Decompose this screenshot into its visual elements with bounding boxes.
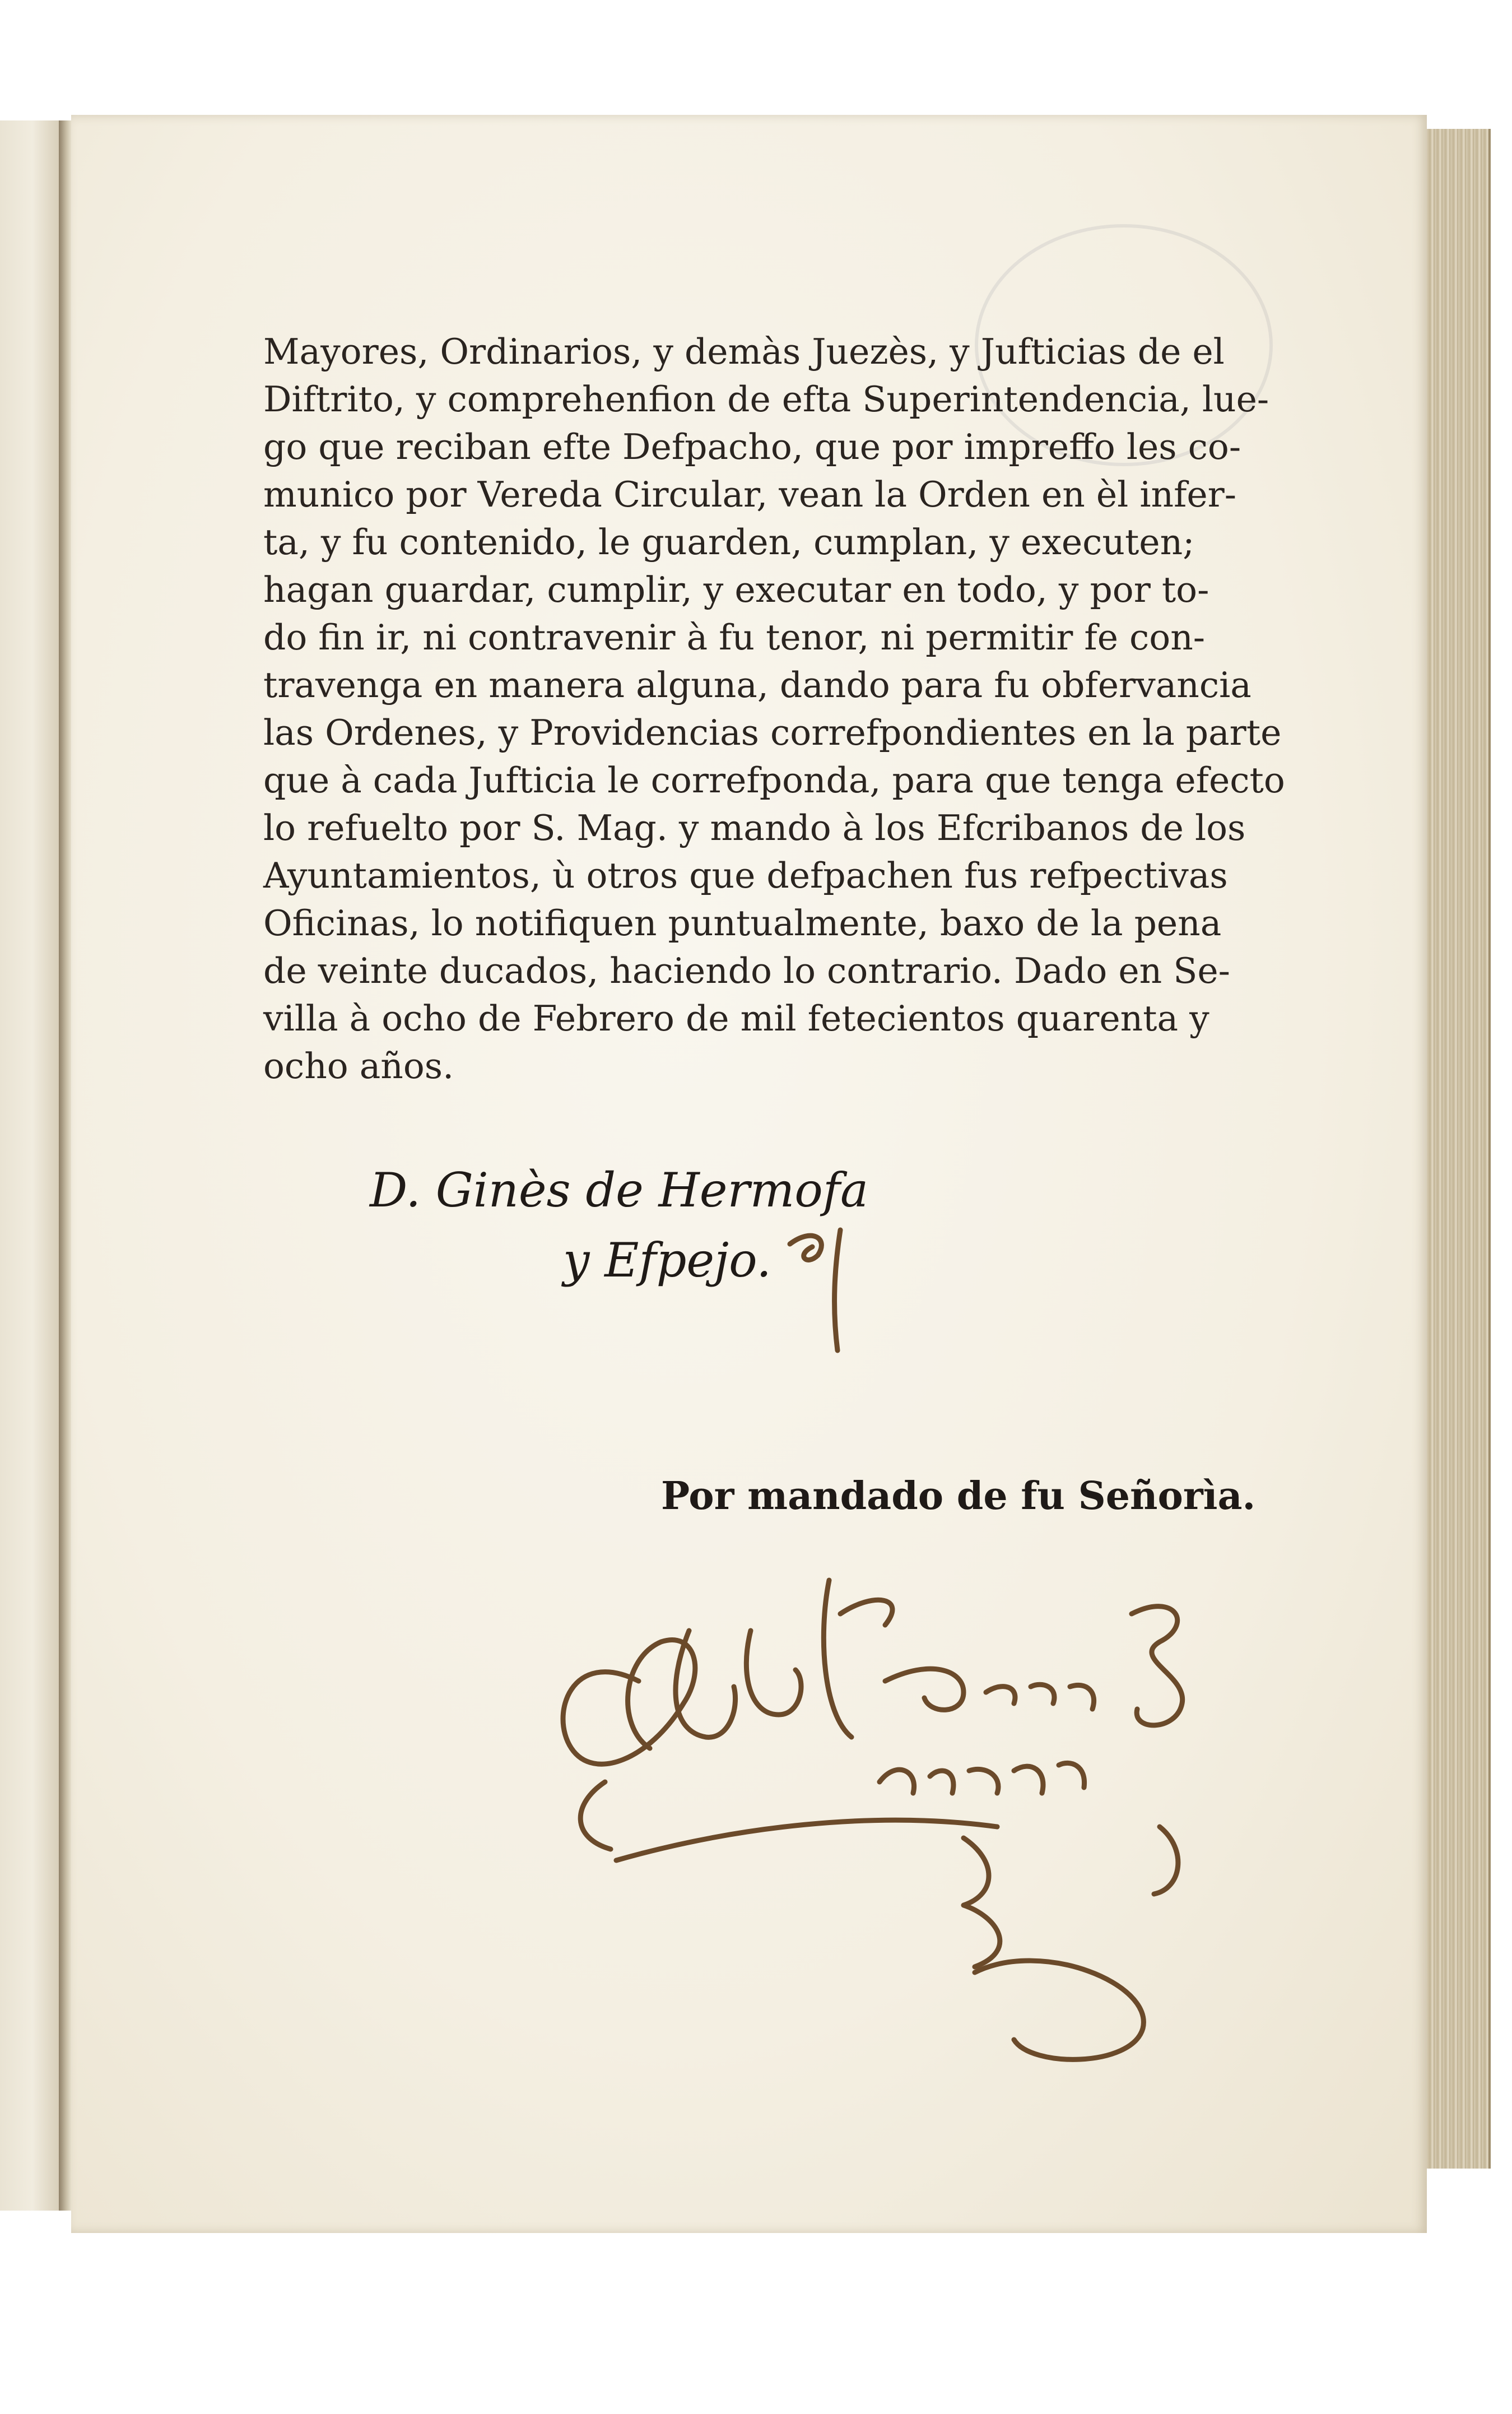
body-line: Diftrito, y comprehenfion de efta Superintendencia, lue- [263,379,1269,420]
page-edges [1427,129,1491,2169]
mandate-line: Por mandado de fu Señorìa. [661,1474,1256,1519]
body-text [263,328,1285,1090]
book-gutter [59,120,71,2211]
body-line: Oficinas, lo notifiquen puntualmente, baxo de la pena [263,903,1222,944]
body-line: munico por Vereda Circular, vean la Orden en èl infer- [263,474,1237,515]
handwritten-signature [538,1547,1266,2079]
signatory-name: D. Ginès de Hermofa [370,1163,869,1218]
body-line: ta, y fu contenido, le guarden, cumplan, y executen; [263,522,1195,563]
body-line: hagan guardar, cumplir, y executar en todo, y por to- [263,569,1209,610]
body-line: ocho años. [263,1046,454,1087]
body-line: go que reciban efte Defpacho, que por impreffo les co- [263,426,1241,467]
body-line: lo refuelto por S. Mag. y mando à los Efcribanos de los [263,807,1246,848]
body-line: do fin ir, ni contravenir à fu tenor, ni permitir fe con- [263,617,1206,658]
left-facing-page [0,120,62,2211]
body-line: Mayores, Ordinarios, y demàs Juezès, y Jufticias de el [263,331,1225,372]
body-line: de veinte ducados, haciendo lo contrario. Dado en Se- [263,950,1230,991]
body-line: Ayuntamientos, ù otros que defpachen fus refpectivas [263,855,1228,896]
rubric-flourish [779,1222,924,1367]
body-line: travenga en manera alguna, dando para fu obfervancia [263,665,1252,705]
signatory-surname: y Efpejo. [563,1233,771,1288]
body-line: que à cada Jufticia le correfponda, para que tenga efecto [263,760,1285,801]
body-line: villa à ocho de Febrero de mil fetecientos quarenta y [263,998,1209,1039]
body-line: las Ordenes, y Providencias correfpondientes en la parte [263,712,1282,753]
